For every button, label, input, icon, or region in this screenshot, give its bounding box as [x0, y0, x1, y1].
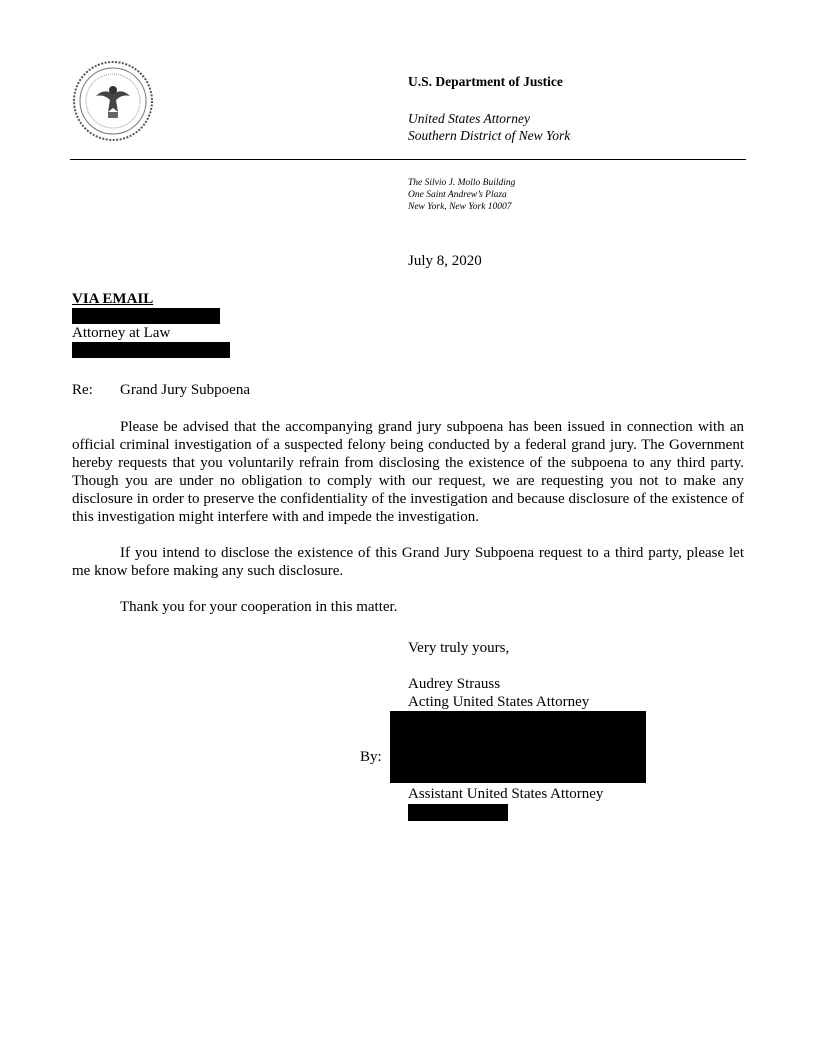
office-name: [408, 110, 570, 144]
signature-redaction: [390, 711, 646, 783]
address-line-2: One Saint Andrew’s Plaza: [408, 190, 507, 200]
recipient-address-redaction: [72, 342, 230, 358]
signer-name: Audrey Strauss: [408, 676, 501, 692]
office-line-2: Southern District of New York: [408, 128, 571, 143]
department-name: U.S. Department of Justice: [408, 74, 563, 89]
body-paragraph-3: Thank you for your cooperation in this matter.: [120, 599, 398, 615]
office-address: [408, 177, 515, 213]
by-label: By:: [360, 749, 382, 765]
letterhead-divider: [70, 159, 746, 160]
doj-seal-icon: [72, 60, 154, 142]
recipient-title: Attorney at Law: [72, 325, 171, 341]
office-line-1: United States Attorney: [408, 111, 530, 126]
recipient-block: [72, 290, 230, 358]
delivery-method: VIA EMAIL: [72, 291, 154, 307]
signer-title: Acting United States Attorney: [408, 694, 590, 710]
subject-line: [72, 382, 250, 399]
body-paragraph-1: Please be advised that the accompanying grand jury subpoena has been issued in connection with an official criminal investigation of a suspected felony being conducted by a federal grand jury. The Government hereby requests that you voluntarily refrain from disclosing the existence of the subpoena to any third party. Though you are under no obligation to comply with our request, we are requesting you not to make any disclosure in order to preserve the confidentiality of the investigation and because disclosure of the existence of this investigation might interfere with and impede the investigation.: [72, 419, 744, 525]
salutation: Very truly yours,: [408, 640, 510, 656]
subject-text: Grand Jury Subpoena: [120, 382, 250, 398]
recipient-name-redaction: [72, 308, 220, 324]
ausa-title: Assistant United States Attorney: [408, 786, 604, 802]
closing-block: [408, 639, 589, 711]
body-paragraph-2: If you intend to disclose the existence of this Grand Jury Subpoena request to a third party, please let me know before making any such disclosure.: [72, 545, 744, 579]
subject-label: Re:: [72, 382, 93, 398]
letter-body: [72, 418, 744, 634]
address-line-3: New York, New York 10007: [408, 202, 512, 212]
address-line-1: The Silvio J. Mollo Building: [408, 178, 516, 188]
ausa-contact-redaction: [408, 804, 508, 821]
letter-date: July 8, 2020: [408, 253, 482, 269]
